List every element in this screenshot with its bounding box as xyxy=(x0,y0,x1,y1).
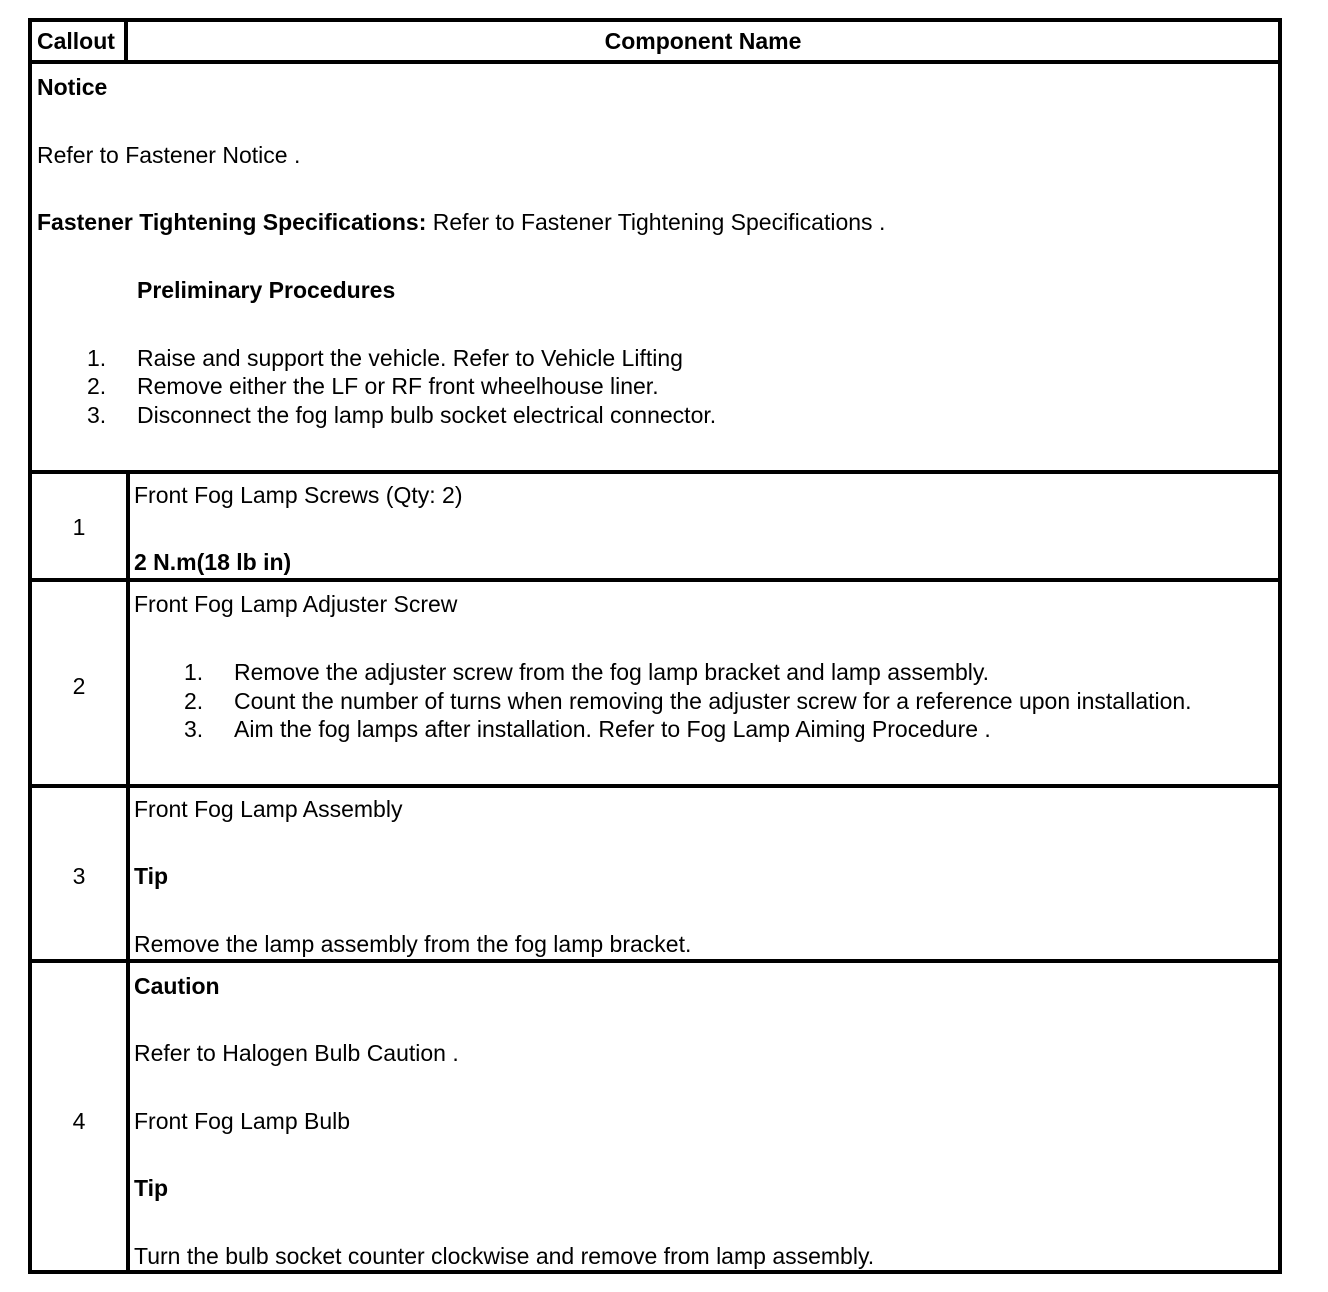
step-text: Count the number of turns when removing the adjuster screw for a reference upon installation. xyxy=(234,688,1192,714)
fastener-spec xyxy=(37,209,885,235)
callout-number: 2 xyxy=(72,673,86,699)
row-divider xyxy=(32,959,1278,963)
callout-number: 4 xyxy=(72,1108,86,1134)
prelim-step-text: Remove either the LF or RF front wheelhouse liner. xyxy=(137,373,659,399)
tip-text: Turn the bulb socket counter clockwise and remove from lamp assembly. xyxy=(134,1243,875,1269)
caution-text: Refer to Halogen Bulb Caution . xyxy=(134,1040,459,1066)
row-divider xyxy=(32,784,1278,788)
table-header xyxy=(32,22,1278,64)
step-num: 3. xyxy=(184,716,204,742)
component-name: Front Fog Lamp Adjuster Screw xyxy=(134,591,458,617)
component-table xyxy=(28,18,1282,1274)
component-name: Front Fog Lamp Screws (Qty: 2) xyxy=(134,482,463,508)
header-component-name: Component Name xyxy=(604,28,802,54)
component-name: Front Fog Lamp Bulb xyxy=(134,1108,351,1134)
component-name: Front Fog Lamp Assembly xyxy=(134,796,403,822)
tip-text: Remove the lamp assembly from the fog lamp bracket. xyxy=(134,931,692,957)
caution-label: Caution xyxy=(134,973,220,999)
callout-number: 1 xyxy=(72,514,86,540)
prelim-step-text: Raise and support the vehicle. Refer to Vehicle Lifting xyxy=(137,345,683,371)
fastener-spec-label: Fastener Tightening Specifications: xyxy=(37,209,427,235)
prelim-step-num: 2. xyxy=(87,373,107,399)
notice-title: Notice xyxy=(37,74,108,100)
prelim-step-text: Disconnect the fog lamp bulb socket electrical connector. xyxy=(137,402,717,428)
prelim-title: Preliminary Procedures xyxy=(137,277,396,303)
callout-number: 3 xyxy=(72,863,86,889)
tip-label: Tip xyxy=(134,1175,169,1201)
prelim-step-num: 1. xyxy=(87,345,107,371)
torque-spec: 2 N.m(18 lb in) xyxy=(134,549,292,575)
fastener-spec-text: Refer to Fastener Tightening Specifications . xyxy=(426,209,886,235)
tip-label: Tip xyxy=(134,863,169,889)
step-text: Aim the fog lamps after installation. Refer to Fog Lamp Aiming Procedure . xyxy=(234,716,991,742)
row-divider xyxy=(32,470,1278,474)
header-callout: Callout xyxy=(32,22,128,60)
prelim-step-num: 3. xyxy=(87,402,107,428)
column-divider xyxy=(126,470,130,1274)
step-num: 2. xyxy=(184,688,204,714)
row-divider xyxy=(32,578,1278,582)
step-text: Remove the adjuster screw from the fog lamp bracket and lamp assembly. xyxy=(234,659,990,685)
step-num: 1. xyxy=(184,659,204,685)
notice-refer: Refer to Fastener Notice . xyxy=(37,142,301,168)
